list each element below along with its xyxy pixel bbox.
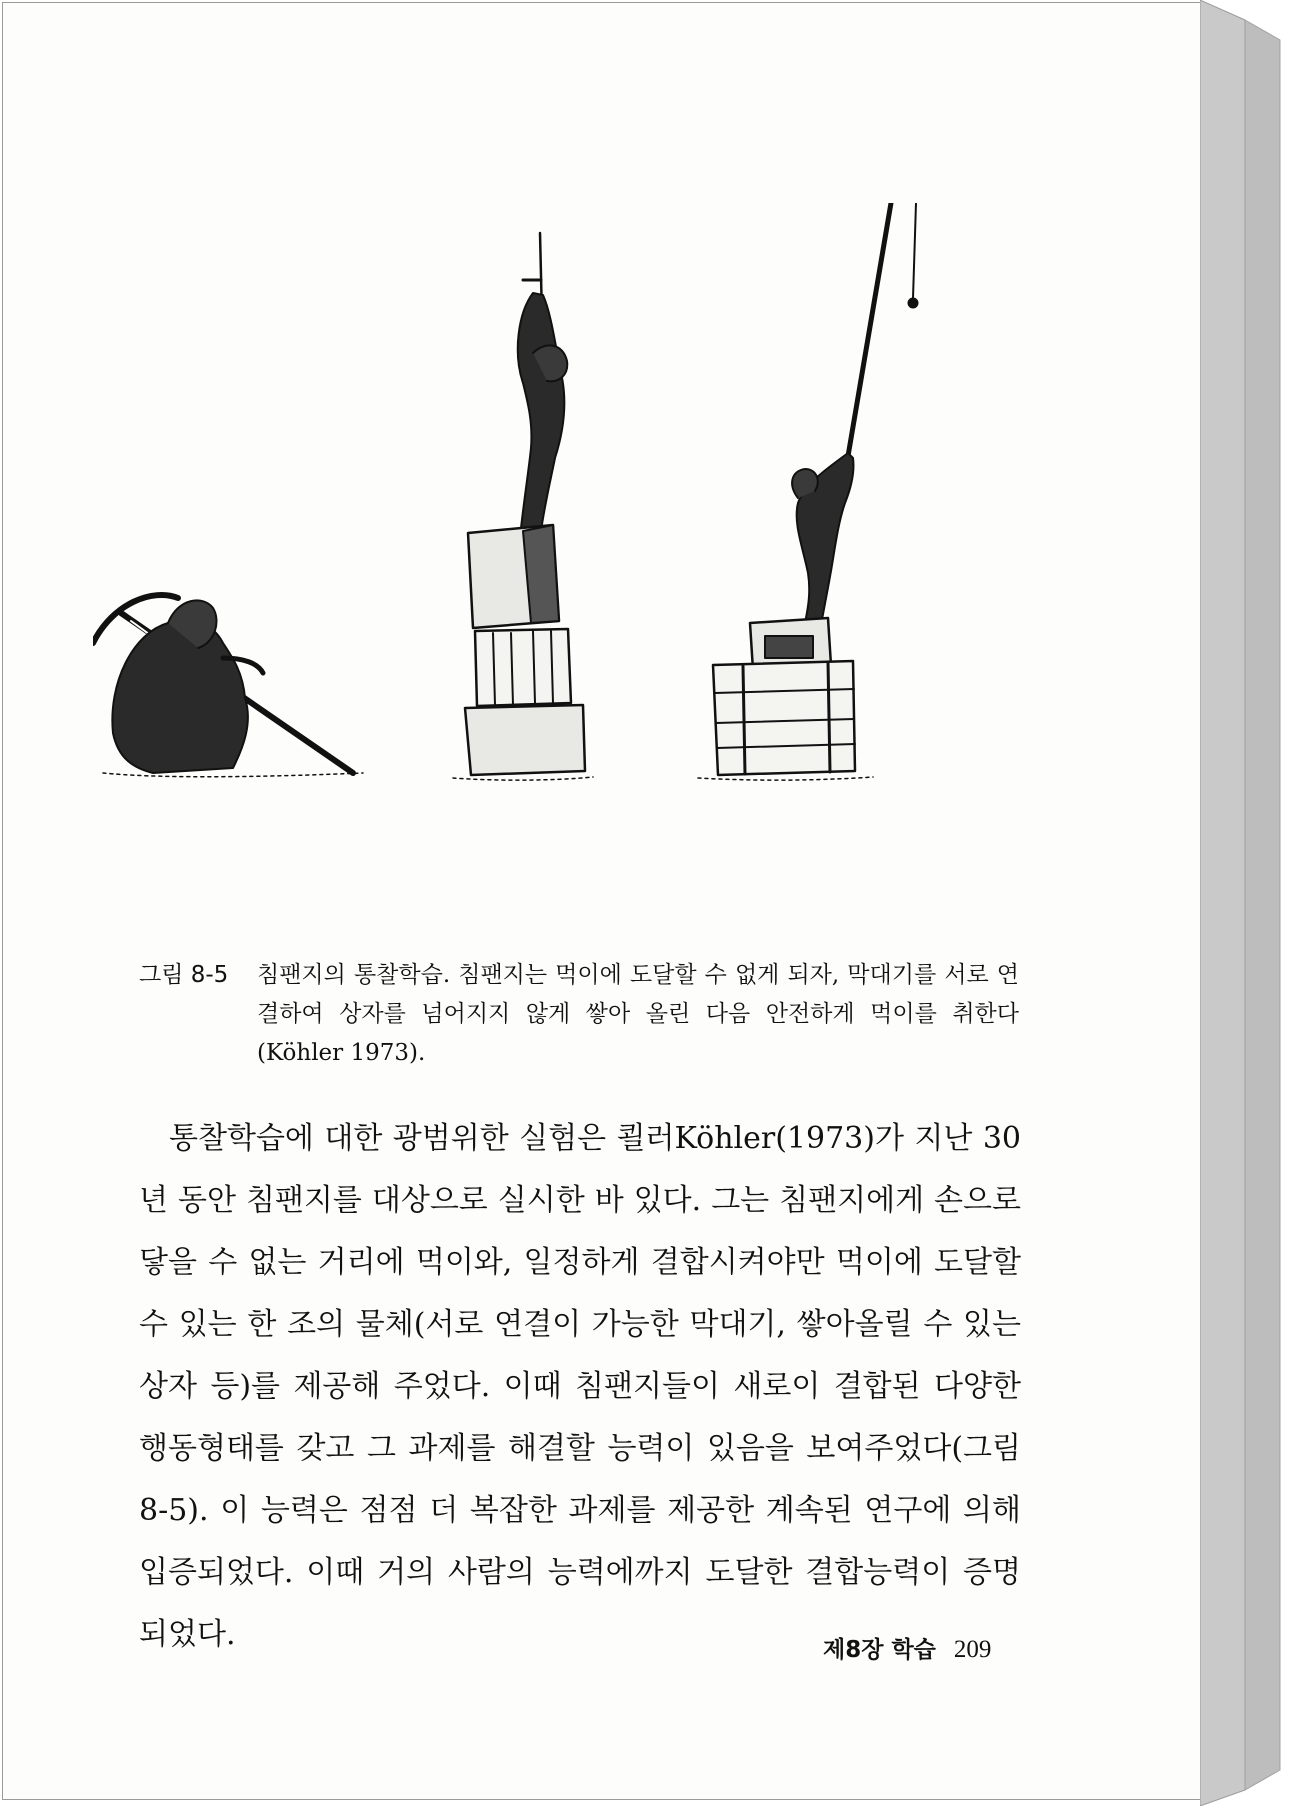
chapter-title: 제8장 학습 xyxy=(823,1637,936,1663)
chimp-on-three-stacked-boxes-drawing xyxy=(453,233,593,780)
body-paragraph xyxy=(139,1108,1021,1666)
chimpanzee-insight-learning-illustration xyxy=(93,203,1023,903)
body-paragraph-text: 통찰학습에 대한 광범위한 실험은 쾰러Köhler(1973)가 지난 30년 동안 침팬지를 대상으로 실시한 바 있다. 그는 침팬지에게 손으로 닿을 수 없는 거리에 먹이와, 일정하게 결합시켜야만 먹이에 도달할 수 있는 한 조의 물체(서로 연결이 가능한 막대기, 쌓아올릴 수 있는 상자 등)를 제공해 주었다. 이때 침팬지들이 새로이 결합된 다양한 행동형태를 갖고 그 과제를 해결할 능력이 있음을 보여주었다(그림 8-5). 이 능력은 점점 더 복잡한 과제를 제공한 계속된 연구에 의해 입증되었다. 이때 거의 사람의 능력에까지 도달한 결합능력이 증명되었다. xyxy=(139,1121,1021,1652)
figure-caption-label: 그림 8-5 xyxy=(139,962,229,988)
chimp-joining-sticks-drawing xyxy=(93,595,363,777)
book-page-edge xyxy=(1200,0,1299,1806)
page-footer xyxy=(823,1631,991,1664)
figure-caption-text: 침팬지의 통찰학습. 침팬지는 먹이에 도달할 수 없게 되자, 막대기를 서로 연결하여 상자를 넘어지지 않게 쌓아 올린 다음 안전하게 먹이를 취한다(Köhler 1973). xyxy=(257,962,1019,1066)
page-number: 209 xyxy=(953,1636,992,1663)
figure-caption xyxy=(139,956,1019,1073)
chimp-with-pole-on-boxes-drawing xyxy=(698,203,918,780)
book-page xyxy=(2,2,1202,1800)
